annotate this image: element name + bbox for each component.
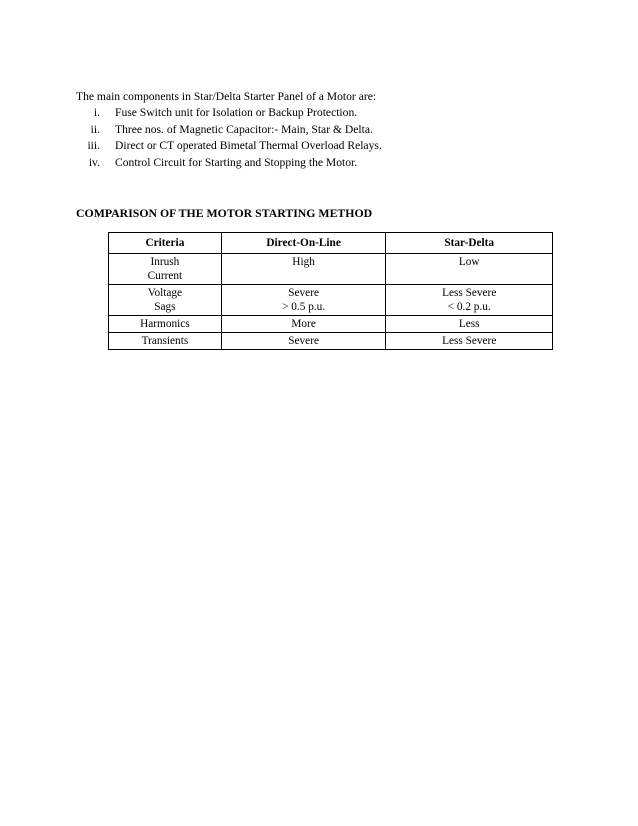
cell-line: Voltage bbox=[147, 287, 183, 299]
intro-text: The main components in Star/Delta Starter Panel of a Motor are: bbox=[76, 90, 377, 103]
cell-line: Low bbox=[458, 256, 480, 268]
cell-line: < 0.2 p.u. bbox=[447, 301, 491, 313]
cell-line: Less Severe bbox=[442, 287, 497, 299]
cell-line: Sags bbox=[154, 301, 176, 313]
table-header-row bbox=[109, 233, 553, 254]
star-delta-cell bbox=[386, 285, 553, 316]
section-heading: COMPARISON OF THE MOTOR STARTING METHOD bbox=[76, 206, 373, 220]
list-item-number: iii. bbox=[87, 139, 100, 152]
dol-cell bbox=[221, 254, 386, 285]
list-item-number: iv. bbox=[88, 155, 100, 169]
list-item-text: Direct or CT operated Bimetal Thermal Overload Relays. bbox=[115, 139, 382, 152]
list-item-text: Control Circuit for Starting and Stopping the Motor. bbox=[115, 155, 358, 169]
table-row bbox=[109, 254, 553, 285]
table-row bbox=[109, 316, 553, 333]
star-delta-cell: Less bbox=[386, 316, 553, 333]
cell-line: Inrush bbox=[150, 256, 180, 268]
dol-cell bbox=[221, 285, 386, 316]
dol-cell: Severe bbox=[221, 333, 386, 350]
list-item-text: Three nos. of Magnetic Capacitor:- Main, Star & Delta. bbox=[115, 122, 373, 136]
table-row bbox=[109, 333, 553, 350]
header-star-delta: Star-Delta bbox=[386, 233, 553, 254]
criteria-cell: Transients bbox=[109, 333, 222, 350]
criteria-cell bbox=[109, 254, 222, 285]
list-item-number: ii. bbox=[90, 122, 100, 136]
header-criteria: Criteria bbox=[109, 233, 222, 254]
list-item-number: i. bbox=[93, 106, 100, 119]
list-item-text: Fuse Switch unit for Isolation or Backup Protection. bbox=[115, 106, 358, 119]
cell-line: > 0.5 p.u. bbox=[282, 301, 326, 313]
criteria-cell bbox=[109, 285, 222, 316]
star-delta-cell: Less Severe bbox=[386, 333, 553, 350]
cell-line: Severe bbox=[288, 287, 319, 299]
cell-line: Current bbox=[147, 270, 183, 282]
header-direct-on-line: Direct-On-Line bbox=[221, 233, 386, 254]
criteria-cell: Harmonics bbox=[109, 316, 222, 333]
dol-cell: More bbox=[221, 316, 386, 333]
star-delta-cell bbox=[386, 254, 553, 285]
comparison-table bbox=[108, 232, 553, 350]
cell-line: High bbox=[292, 256, 315, 268]
table-row bbox=[109, 285, 553, 316]
